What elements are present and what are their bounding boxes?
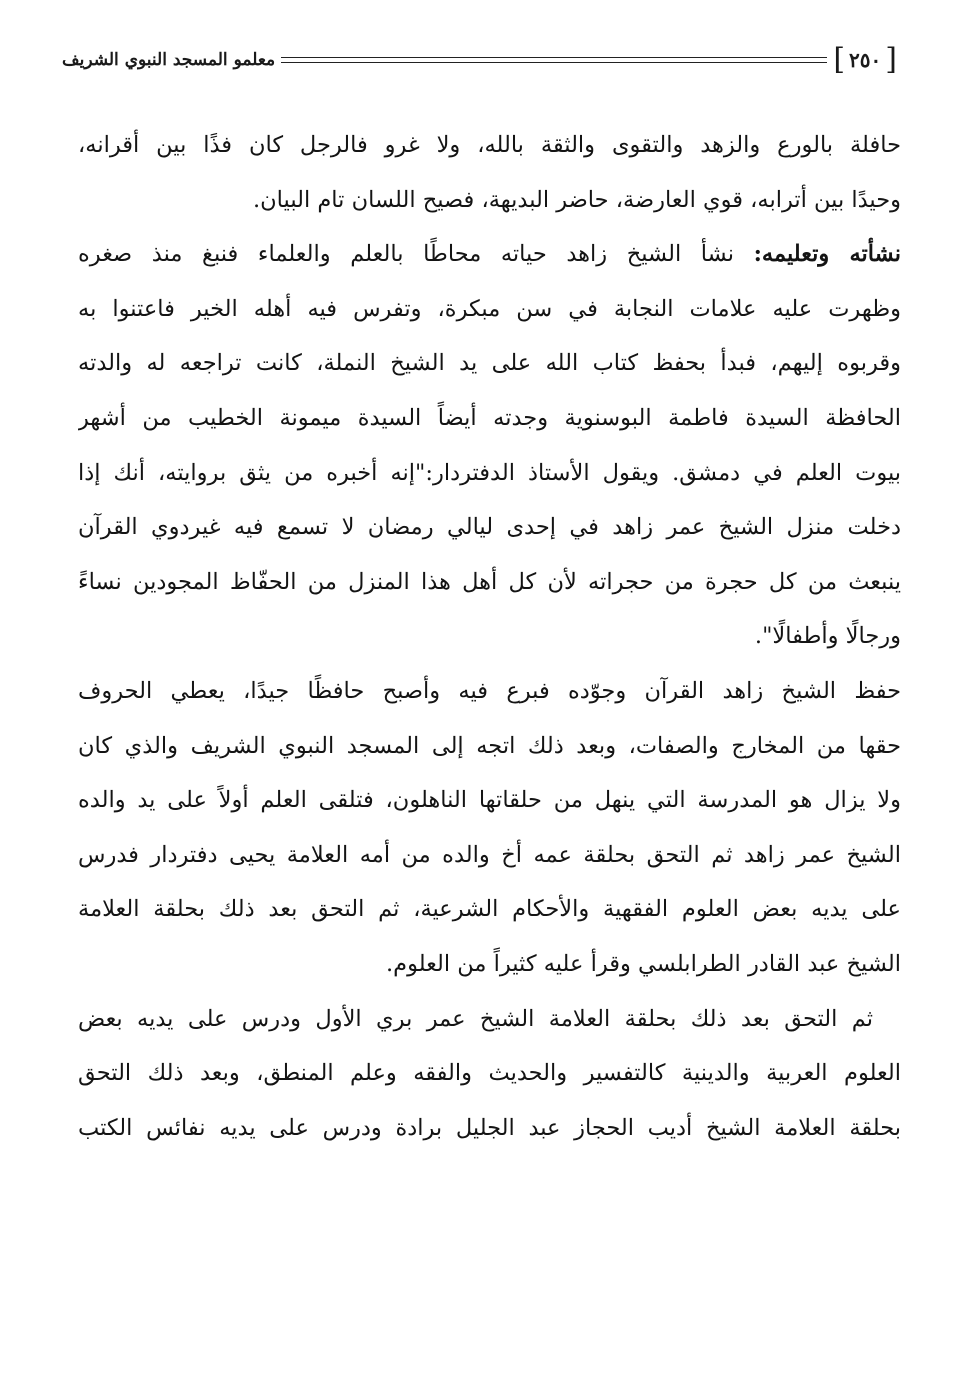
page-header [62, 38, 897, 82]
text-line: بحلقة العلامة الشيخ أديب الحجاز عبد الجليل برادة ودرس على يديه نفائس الكتب [78, 1114, 901, 1141]
text-line: ثم التحق بعد ذلك بحلقة العلامة الشيخ عمر بري الأول ودرس على يديه بعض [78, 1005, 873, 1032]
text-line: حافلة بالورع والزهد والتقوى والثقة بالله، ولا غرو فالرجل كان فذًا بين أقرانه، [78, 132, 901, 158]
page-number-box [833, 42, 897, 77]
text-line: حقها من المخارج والصفات، وبعد ذلك اتجه إلى المسجد النبوي الشريف والذي كان [78, 732, 901, 759]
text-line: بيوت العلم في دمشق. ويقول الأستاذ الدفتردار:"إنه أخبره من يثق بروايته، أنك إذا [78, 459, 901, 486]
text-line: على يديه بعض العلوم الفقهية والأحكام الشرعية، ثم التحق بعد ذلك بحلقة العلامة [78, 896, 901, 923]
right-bracket-glyph: ] [885, 42, 897, 77]
paragraph-2 [78, 227, 901, 664]
paragraph-1 [78, 118, 901, 227]
text-line-fragment: نشأ الشيخ زاهد حياته محاطًا بالعلم والعلماء فنبغ منذ صغره [78, 241, 754, 268]
text-line: ينبعث من كل حجرة من حجراته لأن كل أهل هذا المنزل من الحفّاظ المجودين نساءً [78, 568, 901, 595]
body-text [78, 118, 901, 1155]
text-line [78, 227, 901, 282]
text-line: الشيخ عمر زاهد ثم التحق بحلقة عمه أخ والده من أمه العلامة يحيى دفتردار فدرس [78, 841, 901, 868]
page-number: ٢٥٠ [849, 48, 882, 72]
paragraph-3 [78, 664, 901, 992]
text-line: حفظ الشيخ زاهد القرآن وجوّده فبرع فيه وأصبح حافظًا جيدًا، يعطي الحروف [78, 677, 901, 704]
left-bracket-glyph: [ [833, 42, 846, 77]
text-line: وظهرت عليه علامات النجابة في سن مبكرة، وتفرس فيه أهله الخير فاعتنوا به [78, 295, 901, 322]
running-title: معلمو المسجد النبوي الشريف [62, 50, 276, 70]
text-line: العلوم العربية والدينية كالتفسير والحديث والفقه وعلم المنطق، وبعد ذلك التحق [78, 1060, 901, 1087]
section-heading-upbringing: نشأته وتعليمه: [753, 241, 901, 268]
text-line: وقربوه إليهم، فبدأ بحفظ كتاب الله على يد الشيخ النملة، كانت تراجعه له والدته [78, 350, 901, 377]
paragraph-4 [78, 992, 901, 1156]
text-line: الشيخ عبد القادر الطرابلسي وقرأ عليه كثيراً من العلوم. [386, 950, 901, 977]
text-line: ولا يزال هو المدرسة التي ينهل من حلقاتها الناهلون، فتلقى العلم أولاً على يد والده [78, 787, 901, 814]
text-line: ورجالًا وأطفالًا". [754, 623, 901, 650]
header-rule [281, 57, 827, 63]
text-line: دخلت منزل الشيخ عمر زاهد في إحدى ليالي رمضان لا تسمع فيه غيردوي القرآن [78, 514, 901, 541]
text-line: وحيدًا بين أترابه، قوي العارضة، حاضر البديهة، فصيح اللسان تام البيان. [253, 186, 901, 213]
text-line: الحافظة السيدة فاطمة البوسنوية وجدته أيضاً السيدة ميمونة الخطيب من أشهر [78, 404, 901, 431]
